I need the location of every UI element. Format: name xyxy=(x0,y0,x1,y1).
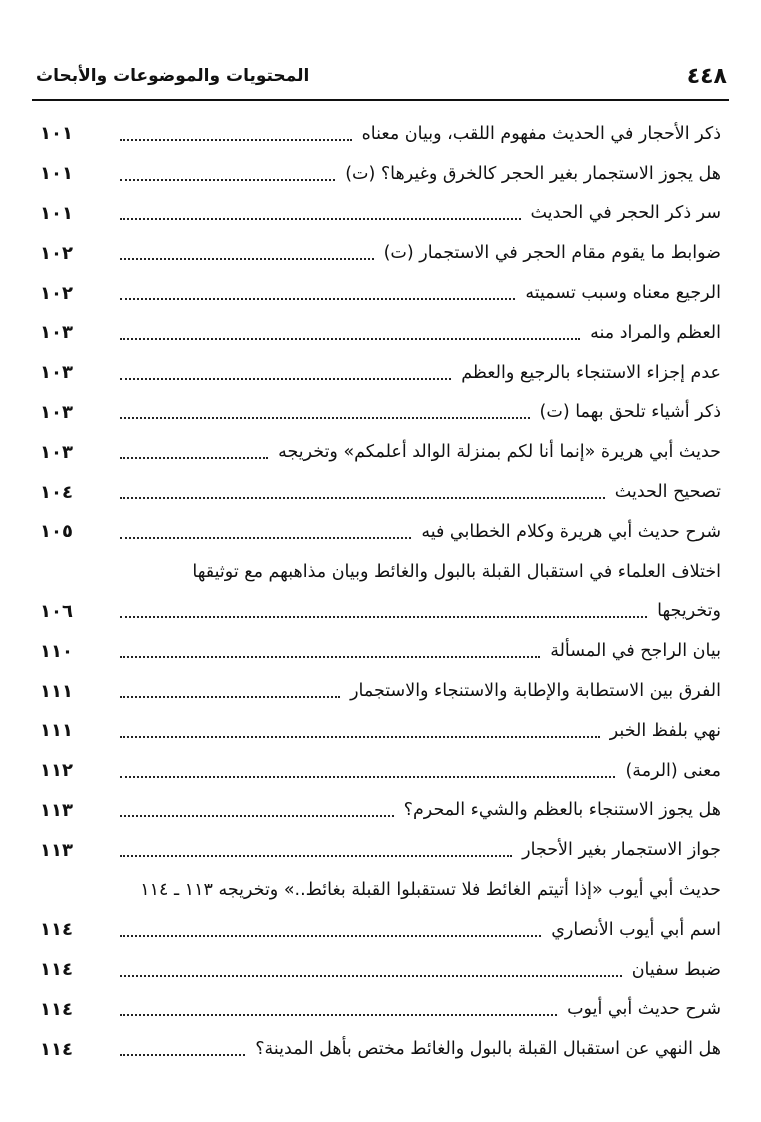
dot-leader xyxy=(120,198,521,220)
toc-entry-text: نهي بلفظ الخبر xyxy=(609,720,721,741)
dot-leader xyxy=(120,994,557,1016)
toc-entry-page: ١١١ xyxy=(40,680,73,702)
dot-leader xyxy=(120,756,615,778)
toc-entry xyxy=(40,472,721,512)
toc-entry-page: ١١٠ xyxy=(40,640,73,662)
toc-entry-text: حديث أبي هريرة «إنما أنا لكم بمنزلة الوالد أعلمكم» وتخريجه xyxy=(278,442,721,463)
toc-entry-text: اسم أبي أيوب الأنصاري xyxy=(551,919,721,940)
toc-entry-page: ١١٣ xyxy=(40,799,73,821)
toc-entry-page: ١١٤ xyxy=(40,919,73,941)
toc-entry xyxy=(40,432,721,472)
toc-entry xyxy=(40,114,721,154)
toc-entry-page: ١٠٢ xyxy=(40,282,73,304)
dot-leader xyxy=(120,278,515,300)
toc-entry-text: شرح حديث أبي أيوب xyxy=(567,999,721,1020)
toc-entry-text: هل النهي عن استقبال القبلة بالبول والغائط مختص بأهل المدينة؟ xyxy=(255,1039,721,1060)
toc-entry-page: ١٠٥ xyxy=(40,521,73,543)
toc-entry xyxy=(40,512,721,552)
toc-entry-text: اختلاف العلماء في استقبال القبلة بالبول والغائط وبيان مذاهبهم مع توثيقها xyxy=(192,561,721,582)
toc-entry-text: هل يجوز الاستجمار بغير الحجر كالخرق وغيرها؟ (ت) xyxy=(345,163,721,184)
toc-entry xyxy=(40,950,721,990)
toc-entry-text: ذكر أشياء تلحق بهما (ت) xyxy=(539,402,721,423)
toc-entry-text: عدم إجزاء الاستنجاء بالرجيع والعظم xyxy=(461,362,721,383)
toc-entry-text: بيان الراجح في المسألة xyxy=(550,641,721,662)
dot-leader xyxy=(120,119,352,141)
running-title: المحتويات والموضوعات والأبحاث xyxy=(36,66,310,86)
dot-leader xyxy=(120,915,541,937)
toc-entry xyxy=(40,353,721,393)
toc-entry xyxy=(40,313,721,353)
toc-entry xyxy=(40,154,721,194)
toc-entry-page: ١٠٣ xyxy=(40,441,73,463)
toc-entry-text: شرح حديث أبي هريرة وكلام الخطابي فيه xyxy=(421,521,721,542)
table-of-contents xyxy=(40,114,721,1069)
dot-leader xyxy=(120,955,622,977)
toc-entry-page: ١٠١ xyxy=(40,202,73,224)
toc-entry-page: ١١٢ xyxy=(40,760,73,782)
dot-leader xyxy=(120,716,600,738)
header-rule xyxy=(32,99,729,101)
dot-leader xyxy=(120,676,340,698)
toc-entry xyxy=(40,631,721,671)
toc-entry-page: ١٠٣ xyxy=(40,401,73,423)
toc-entry xyxy=(40,1029,721,1069)
dot-leader xyxy=(120,238,374,260)
toc-entry-page: ١١٤ xyxy=(40,998,73,1020)
dot-leader xyxy=(120,636,540,658)
toc-entry xyxy=(40,711,721,751)
dot-leader xyxy=(120,477,605,499)
toc-entry-page: ١١١ xyxy=(40,720,73,742)
toc-entry xyxy=(40,791,721,831)
toc-entry-text: ضبط سفيان xyxy=(631,959,721,980)
toc-entry-page: ١٠١ xyxy=(40,123,73,145)
toc-entry-page: ١٠٦ xyxy=(40,600,73,622)
toc-entry-page: ١٠٤ xyxy=(40,481,73,503)
toc-entry-page: ١٠١ xyxy=(40,163,73,185)
toc-entry xyxy=(40,751,721,791)
toc-entry-page: ١٠٣ xyxy=(40,322,73,344)
toc-entry-text: ذكر الأحجار في الحديث مفهوم اللقب، وبيان معناه xyxy=(361,123,721,144)
toc-entry-text: حديث أبي أيوب «إذا أتيتم الغائط فلا تستقبلوا القبلة بغائط..» وتخريجه ١١٣ ـ ١١٤ xyxy=(140,880,721,901)
page-header xyxy=(32,58,729,98)
dot-leader xyxy=(120,437,268,459)
dot-leader xyxy=(120,1034,245,1056)
toc-entry-page: ١١٤ xyxy=(40,959,73,981)
dot-leader xyxy=(120,517,411,539)
toc-entry-text: ضوابط ما يقوم مقام الحجر في الاستجمار (ت) xyxy=(383,243,721,264)
dot-leader xyxy=(120,795,394,817)
dot-leader xyxy=(120,397,530,419)
toc-entry-text: معنى (الرمة) xyxy=(625,760,721,781)
toc-entry-text: الفرق بين الاستطابة والإطابة والاستنجاء والاستجمار xyxy=(350,681,721,702)
toc-entry xyxy=(40,671,721,711)
page-number: ٤٤٨ xyxy=(686,64,727,89)
toc-entry-page: ١٠٢ xyxy=(40,242,73,264)
toc-entry xyxy=(40,910,721,950)
toc-entry-text: العظم والمراد منه xyxy=(590,322,721,343)
toc-entry-no-leader xyxy=(40,870,721,910)
dot-leader xyxy=(120,159,335,181)
toc-entry xyxy=(40,233,721,273)
toc-entry xyxy=(40,273,721,313)
dot-leader xyxy=(120,596,647,618)
toc-entry-page: ١١٣ xyxy=(40,839,73,861)
toc-entry-page: ١٠٣ xyxy=(40,362,73,384)
toc-entry-text: هل يجوز الاستنجاء بالعظم والشيء المحرم؟ xyxy=(403,800,721,821)
toc-entry-text: تصحيح الحديث xyxy=(614,482,721,503)
toc-entry xyxy=(40,990,721,1030)
toc-entry-text: وتخريجها xyxy=(657,601,721,622)
toc-entry xyxy=(40,393,721,433)
dot-leader xyxy=(120,358,451,380)
toc-entry-text: سر ذكر الحجر في الحديث xyxy=(530,203,721,224)
toc-entry-page: ١١٤ xyxy=(40,1038,73,1060)
dot-leader xyxy=(120,835,512,857)
dot-leader xyxy=(120,318,580,340)
toc-entry-continued xyxy=(40,552,721,592)
toc-entry-text: جواز الاستجمار بغير الأحجار xyxy=(522,840,721,861)
toc-entry xyxy=(40,592,721,632)
toc-entry xyxy=(40,194,721,234)
toc-entry-text: الرجيع معناه وسبب تسميته xyxy=(525,283,721,304)
toc-entry xyxy=(40,830,721,870)
